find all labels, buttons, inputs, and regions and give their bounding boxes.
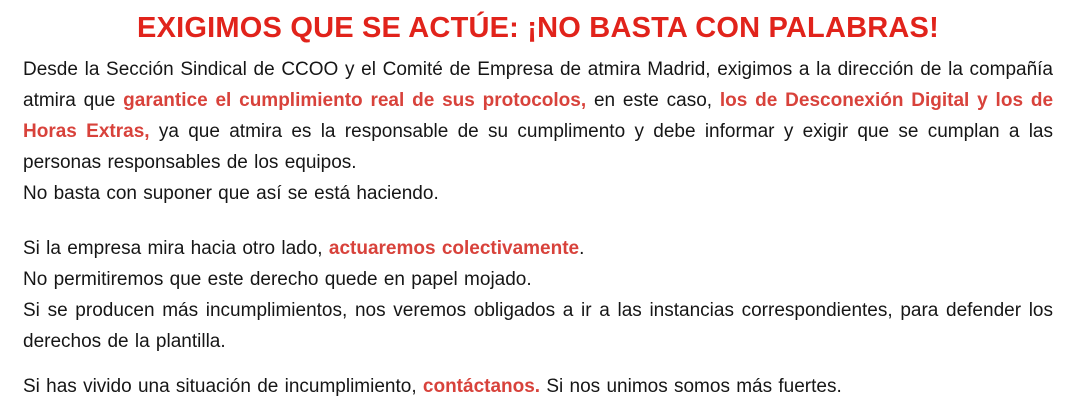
emphasis-text: contáctanos. (422, 376, 541, 397)
page-title: EXIGIMOS QUE SE ACTÚE: ¡NO BASTA CON PALABRAS! (137, 12, 939, 44)
emphasis-text: los de Desconexión Digital y los de Horas Extras, (23, 90, 1054, 142)
text-segment: No permitiremos que este derecho quede en papel mojado. (23, 269, 532, 290)
text-segment: Desde la Sección Sindical de CCOO y el Comité de Empresa de atmira Madrid, exigimos a la dirección de la compañía atmira que (23, 59, 1053, 111)
paragraph (23, 54, 1053, 178)
text-segment: Si has vivido una situación de incumplimiento, (23, 376, 423, 397)
paragraph (23, 178, 1053, 209)
text-segment: Si se producen más incumplimientos, nos veremos obligados a ir a las instancias correspondientes, para defender los derechos de la plantilla. (23, 300, 1053, 352)
text-segment: ya que atmira es la responsable de su cumplimento y debe informar y exigir que se cumplan a las personas responsables de los equipos. (23, 121, 1053, 173)
document-body (23, 54, 1053, 402)
paragraph (23, 371, 1053, 402)
emphasis-text: actuaremos colectivamente (328, 238, 580, 259)
emphasis-text: garantice el cumplimiento real de sus protocolos, (123, 90, 587, 111)
text-segment: en este caso, (586, 90, 720, 111)
paragraph (23, 233, 1053, 264)
text-segment: Si nos unimos somos más fuertes. (540, 376, 842, 397)
spacer (23, 209, 1053, 233)
text-segment: . (579, 238, 585, 259)
paragraph (23, 264, 1053, 295)
paragraph (23, 295, 1053, 357)
text-segment: No basta con suponer que así se está haciendo. (23, 183, 439, 204)
spacer (23, 357, 1053, 371)
text-segment: Si la empresa mira hacia otro lado, (23, 238, 329, 259)
